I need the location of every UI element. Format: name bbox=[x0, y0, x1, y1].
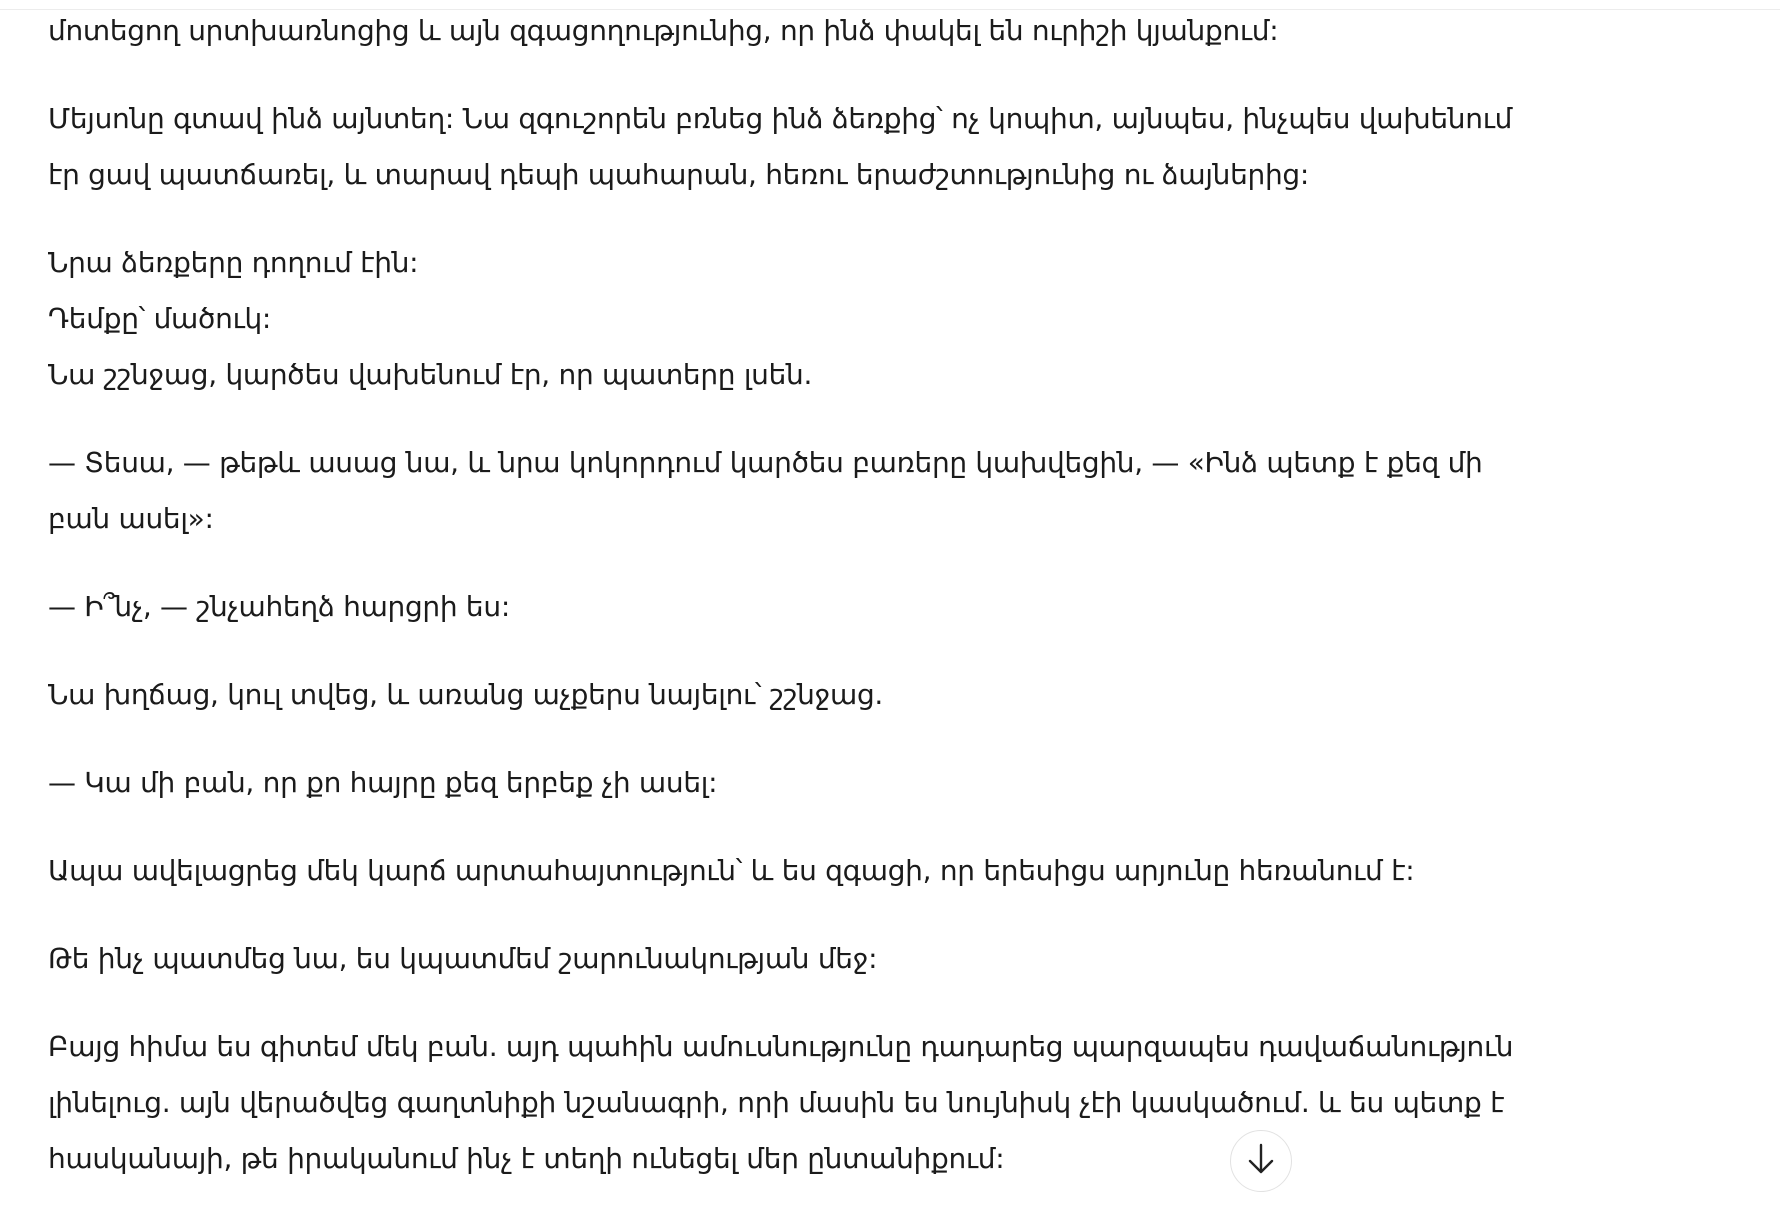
text-line: հասկանայի, թե իրականում ինչ է տեղի ունեցել մեր ընտանիքում: bbox=[48, 1142, 1005, 1175]
arrow-down-icon bbox=[1246, 1142, 1276, 1180]
text-line: Նրա ձեռքերը դողում էին: bbox=[48, 246, 419, 279]
paragraph bbox=[48, 843, 1608, 899]
text-line: Թե ինչ պատմեց նա, ես կպատմեմ շարունակության մեջ: bbox=[48, 942, 878, 975]
text-line: բան ասել»: bbox=[48, 502, 214, 535]
text-line: — Ի՞նչ, — շնչահեղձ հարցրի ես: bbox=[48, 590, 510, 623]
paragraph bbox=[48, 931, 1608, 987]
message-content bbox=[48, 3, 1608, 1219]
paragraph bbox=[48, 579, 1608, 635]
paragraph bbox=[48, 3, 1608, 59]
text-line: Նա խղճաց, կուլ տվեց, և առանց աչքերս նայելու՝ շշնջաց. bbox=[48, 678, 884, 711]
paragraph bbox=[48, 1019, 1608, 1187]
text-line: Ապա ավելացրեց մեկ կարճ արտահայտություն՝ և ես զգացի, որ երեսիցս արյունը հեռանում է: bbox=[48, 854, 1415, 887]
text-line: լինելուց. այն վերածվեց գաղտնիքի նշանագրի, որի մասին ես նույնիսկ չէի կասկածում. և ես պետք է bbox=[48, 1086, 1505, 1119]
text-line: Բայց հիմա ես գիտեմ մեկ բան. այդ պահին ամուսնությունը դադարեց պարզապես դավաճանություն bbox=[48, 1030, 1514, 1063]
paragraph bbox=[48, 235, 1608, 403]
text-line: — Կա մի բան, որ քո հայրը քեզ երբեք չի ասել: bbox=[48, 766, 718, 799]
text-line: մոտեցող սրտխառնոցից և այն զգացողությունից, որ ինձ փակել են ուրիշի կյանքում: bbox=[48, 14, 1279, 47]
text-line: էր ցավ պատճառել, և տարավ դեպի պահարան, հեռու երաժշտությունից ու ձայներից: bbox=[48, 158, 1309, 191]
text-line: Դեմքը՝ մածուկ: bbox=[48, 302, 272, 335]
paragraph bbox=[48, 91, 1608, 203]
paragraph bbox=[48, 435, 1608, 547]
text-line: Մեյսոնը գտավ ինձ այնտեղ: Նա զգուշորեն բռնեց ինձ ձեռքից՝ ոչ կոպիտ, այնպես, ինչպես վախենում bbox=[48, 102, 1513, 135]
scroll-to-bottom-button[interactable] bbox=[1230, 1130, 1292, 1192]
text-line: Նա շշնջաց, կարծես վախենում էր, որ պատերը լսեն. bbox=[48, 358, 813, 391]
paragraph bbox=[48, 667, 1608, 723]
paragraph bbox=[48, 755, 1608, 811]
text-line: — Տեսա, — թեթև ասաց նա, և նրա կոկորդում կարծես բառերը կախվեցին, — «Ինձ պետք է քեզ մի bbox=[48, 446, 1483, 479]
